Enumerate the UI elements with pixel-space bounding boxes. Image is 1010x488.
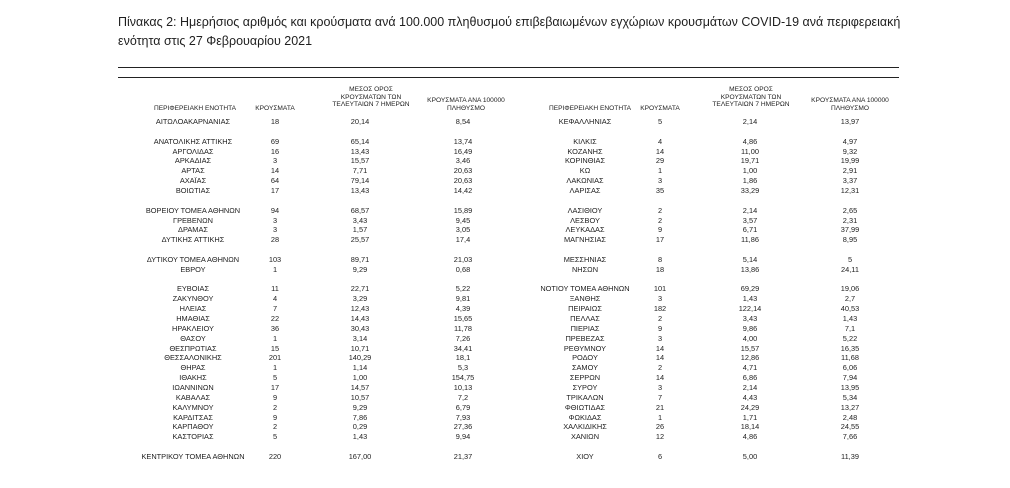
left-row-34-avg: 167,00 [348, 451, 372, 461]
left-row-7-region: ΒΟΙΩΤΙΑΣ [175, 185, 211, 195]
right-row-26-region: ΣΕΡΡΩΝ [569, 373, 601, 383]
left-row-23-per100k: 34,41 [453, 343, 473, 353]
right-row-24-cases: 14 [655, 353, 665, 363]
left-row-30-cases: 9 [272, 412, 278, 422]
right-row-6-avg: 1,86 [742, 176, 758, 186]
right-row-10-region: ΛΕΣΒΟΥ [570, 215, 600, 225]
left-row-5-avg: 7,71 [352, 166, 368, 176]
right-row-23-region: ΡΕΘΥΜΝΟΥ [563, 343, 607, 353]
left-row-2-cases: 69 [270, 136, 280, 146]
right-row-11-cases: 9 [657, 225, 663, 235]
right-row-29-avg: 24,29 [740, 402, 760, 412]
header-region-left: ΠΕΡΙΦΕΡΕΙΑΚΗ ΕΝΟΤΗΤΑ [153, 105, 237, 112]
left-row-18-cases: 4 [272, 294, 278, 304]
left-row-28-avg: 10,57 [350, 392, 370, 402]
right-row-14-avg: 5,14 [742, 254, 758, 264]
right-row-9-region: ΛΑΣΙΘΙΟΥ [567, 205, 603, 215]
left-row-6-region: ΑΧΑΪΑΣ [179, 176, 207, 186]
right-row-20-region: ΠΕΛΛΑΣ [570, 314, 600, 323]
right-row-31-avg: 18,14 [740, 422, 760, 432]
right-row-10-avg: 3,57 [742, 215, 758, 225]
left-row-19-region: ΗΛΕΙΑΣ [179, 304, 207, 314]
right-row-4-cases: 29 [655, 156, 665, 166]
left-row-10-region: ΓΡΕΒΕΝΩΝ [173, 215, 213, 225]
right-row-22-region: ΠΡΕΒΕΖΑΣ [565, 333, 605, 343]
left-row-23-cases: 15 [270, 343, 280, 353]
left-row-2-avg: 65,14 [350, 136, 370, 146]
right-row-25-cases: 2 [657, 363, 663, 373]
left-row-14-avg: 89,71 [350, 254, 370, 264]
right-row-12-region: ΜΑΓΝΗΣΙΑΣ [564, 235, 606, 245]
header-per100k-left: ΚΡΟΥΣΜΑΤΑ ΑΝΑ 100000 ΠΛΗΘΥΣΜΟ [427, 97, 505, 112]
right-row-6-cases: 3 [657, 176, 663, 186]
left-row-3-avg: 13,43 [350, 146, 370, 156]
right-row-32-region: ΧΑΝΙΩΝ [570, 432, 600, 442]
right-row-34-cases: 6 [657, 451, 663, 461]
right-row-12-per100k: 8,95 [842, 235, 858, 245]
right-row-15-region: ΝΗΣΩΝ [571, 264, 599, 274]
right-row-3-per100k: 9,32 [842, 146, 858, 156]
left-row-21-region: ΗΡΑΚΛΕΙΟΥ [172, 323, 214, 333]
right-row-15-per100k: 24,11 [841, 264, 859, 274]
left-row-4-per100k: 3,46 [455, 156, 471, 166]
left-row-2-region: ΑΝΑΤΟΛΙΚΗΣ ΑΤΤΙΚΗΣ [153, 136, 233, 146]
right-row-27-per100k: 13,95 [840, 382, 860, 392]
right-row-31-cases: 26 [655, 422, 665, 432]
right-row-21-per100k: 7,1 [844, 323, 856, 333]
right-row-32-cases: 12 [655, 432, 665, 442]
left-row-31-per100k: 27,36 [453, 422, 473, 432]
left-row-26-avg: 1,00 [352, 373, 368, 383]
left-row-6-avg: 79,14 [350, 176, 370, 186]
left-row-4-avg: 15,57 [350, 156, 370, 166]
right-row-2-avg: 4,86 [742, 136, 758, 146]
left-row-4-region: ΑΡΚΑΔΙΑΣ [174, 156, 212, 166]
left-row-26-region: ΙΘΑΚΗΣ [179, 373, 207, 383]
left-row-17-cases: 11 [271, 284, 279, 294]
right-row-31-region: ΧΑΛΚΙΔΙΚΗΣ [563, 422, 607, 432]
right-row-23-avg: 15,57 [740, 343, 760, 353]
left-row-15-cases: 1 [272, 264, 278, 274]
right-row-21-avg: 9,86 [742, 323, 758, 333]
left-row-11-cases: 3 [272, 225, 278, 235]
right-row-22-cases: 3 [657, 333, 663, 343]
left-row-12-region: ΔΥΤΙΚΗΣ ΑΤΤΙΚΗΣ [161, 235, 225, 245]
right-row-32-avg: 4,86 [742, 432, 758, 442]
left-row-14-per100k: 21,03 [453, 254, 473, 264]
left-row-21-avg: 30,43 [350, 323, 370, 333]
right-row-14-region: ΜΕΣΣΗΝΙΑΣ [563, 254, 607, 264]
right-row-17-per100k: 19,06 [840, 284, 860, 294]
left-row-11-avg: 1,57 [352, 225, 368, 235]
right-row-30-avg: 1,71 [742, 412, 758, 422]
left-row-11-region: ΔΡΑΜΑΣ [178, 225, 208, 235]
left-row-15-per100k: 0,68 [455, 264, 471, 274]
right-row-6-per100k: 3,37 [842, 176, 858, 186]
left-row-25-region: ΘΗΡΑΣ [180, 363, 206, 373]
left-row-27-avg: 14,57 [350, 382, 370, 392]
right-row-7-avg: 33,29 [740, 185, 760, 195]
left-row-3-cases: 16 [270, 146, 280, 156]
left-row-12-avg: 25,57 [350, 235, 370, 245]
left-row-10-avg: 3,43 [352, 215, 368, 225]
right-row-29-cases: 21 [655, 402, 665, 412]
left-row-23-region: ΘΕΣΠΡΩΤΙΑΣ [169, 343, 217, 353]
left-row-34-region: ΚΕΝΤΡΙΚΟΥ ΤΟΜΕΑ ΑΘΗΝΩΝ [141, 451, 245, 461]
left-row-24-avg: 140,29 [348, 353, 372, 363]
right-row-22-avg: 4,00 [742, 333, 758, 343]
right-row-18-region: ΞΑΝΘΗΣ [569, 294, 601, 304]
right-row-29-region: ΦΘΙΩΤΙΔΑΣ [564, 402, 606, 412]
left-row-21-per100k: 11,78 [454, 323, 472, 333]
right-row-23-cases: 14 [655, 343, 665, 353]
right-row-10-per100k: 2,31 [842, 215, 858, 225]
left-row-7-avg: 13,43 [350, 185, 370, 195]
right-row-4-region: ΚΟΡΙΝΘΙΑΣ [564, 156, 606, 166]
left-row-12-cases: 28 [270, 235, 280, 245]
left-row-5-cases: 14 [270, 166, 280, 176]
left-row-5-per100k: 20,63 [453, 166, 473, 176]
left-row-10-per100k: 9,45 [455, 215, 471, 225]
right-row-28-cases: 7 [657, 392, 663, 402]
right-row-17-avg: 69,29 [740, 284, 760, 294]
right-row-0-per100k: 13,97 [840, 117, 860, 126]
left-row-30-avg: 7,86 [352, 412, 368, 422]
right-row-34-avg: 5,00 [742, 451, 758, 461]
left-row-24-region: ΘΕΣΣΑΛΟΝΙΚΗΣ [164, 353, 222, 363]
header-per100k-right: ΚΡΟΥΣΜΑΤΑ ΑΝΑ 100000 ΠΛΗΘΥΣΜΟ [811, 97, 889, 112]
right-row-24-avg: 12,86 [740, 353, 760, 363]
right-row-19-cases: 182 [653, 304, 667, 314]
right-row-18-avg: 1,43 [742, 294, 758, 304]
right-row-3-avg: 11,00 [741, 146, 759, 156]
right-row-14-cases: 8 [657, 254, 663, 264]
left-row-18-avg: 3,29 [352, 294, 368, 304]
header-avg-right: ΜΕΣΟΣ ΟΡΟΣ ΚΡΟΥΣΜΑΤΩΝ ΤΩΝ ΤΕΛΕΥΤΑΙΩΝ 7 ΗΜΕΡΩΝ [712, 86, 790, 109]
left-row-15-region: ΕΒΡΟΥ [180, 264, 206, 274]
left-row-18-per100k: 9,81 [455, 294, 471, 304]
right-row-0-avg: 2,14 [742, 117, 758, 126]
left-row-3-region: ΑΡΓΟΛΙΔΑΣ [172, 146, 214, 156]
left-row-9-per100k: 15,89 [453, 205, 473, 215]
left-row-17-region: ΕΥΒΟΙΑΣ [176, 284, 210, 294]
left-row-28-region: ΚΑΒΑΛΑΣ [175, 392, 211, 402]
right-row-11-per100k: 37,99 [840, 225, 860, 235]
left-row-12-per100k: 17,4 [455, 235, 471, 245]
right-row-22-per100k: 5,22 [842, 333, 858, 343]
left-row-27-region: ΙΩΑΝΝΙΝΩΝ [172, 382, 214, 392]
header-cases-right: ΚΡΟΥΣΜΑΤΑ [640, 105, 680, 112]
right-row-26-per100k: 7,94 [842, 373, 858, 383]
left-row-29-per100k: 6,79 [455, 402, 471, 412]
right-row-12-avg: 11,86 [741, 235, 759, 245]
left-row-27-cases: 17 [270, 382, 280, 392]
right-row-17-region: ΝΟΤΙΟΥ ΤΟΜΕΑ ΑΘΗΝΩΝ [540, 284, 630, 294]
right-row-34-region: ΧΙΟΥ [576, 451, 594, 461]
right-row-25-avg: 4,71 [742, 363, 758, 373]
right-row-17-cases: 101 [653, 284, 667, 294]
right-row-7-region: ΛΑΡΙΣΑΣ [569, 185, 601, 195]
right-row-0-cases: 5 [657, 117, 663, 126]
left-row-32-cases: 5 [272, 432, 278, 442]
header-region-right: ΠΕΡΙΦΕΡΕΙΑΚΗ ΕΝΟΤΗΤΑ [548, 105, 632, 112]
right-row-2-cases: 4 [657, 136, 663, 146]
right-row-2-region: ΚΙΛΚΙΣ [573, 136, 597, 146]
right-row-4-avg: 19,71 [740, 156, 760, 166]
right-row-9-per100k: 2,65 [842, 205, 858, 215]
left-row-4-cases: 3 [272, 156, 278, 166]
right-row-25-per100k: 6,06 [842, 363, 858, 373]
right-row-21-region: ΠΙΕΡΙΑΣ [570, 323, 600, 333]
left-row-32-per100k: 9,94 [455, 432, 471, 442]
left-row-7-per100k: 14,42 [453, 185, 473, 195]
left-row-2-per100k: 13,74 [453, 136, 473, 146]
right-row-3-cases: 14 [655, 146, 665, 156]
right-row-28-avg: 4,43 [742, 392, 758, 402]
right-row-10-cases: 2 [657, 215, 663, 225]
left-row-31-avg: 0,29 [352, 422, 368, 432]
left-row-0-region: ΑΙΤΩΛΟΑΚΑΡΝΑΝΙΑΣ [155, 117, 231, 126]
right-row-11-region: ΛΕΥΚΑΔΑΣ [565, 225, 605, 235]
left-row-20-cases: 22 [270, 314, 280, 323]
left-row-0-per100k: 8,54 [455, 117, 471, 126]
left-row-29-avg: 9,29 [352, 402, 368, 412]
right-row-21-cases: 9 [657, 323, 663, 333]
right-row-4-per100k: 19,99 [840, 156, 860, 166]
right-row-32-per100k: 7,66 [842, 432, 858, 442]
right-row-2-per100k: 4,97 [842, 136, 858, 146]
left-row-19-cases: 7 [272, 304, 278, 314]
right-row-20-per100k: 1,43 [842, 314, 858, 323]
left-row-18-region: ΖΑΚΥΝΘΟΥ [172, 294, 214, 304]
left-row-24-cases: 201 [268, 353, 282, 363]
left-row-5-region: ΑΡΤΑΣ [181, 166, 205, 176]
left-row-32-region: ΚΑΣΤΟΡΙΑΣ [172, 432, 214, 442]
left-row-27-per100k: 10,13 [453, 382, 473, 392]
header-rule [118, 77, 899, 78]
left-row-29-region: ΚΑΛΥΜΝΟΥ [172, 402, 214, 412]
right-row-30-region: ΦΩΚΙΔΑΣ [568, 412, 602, 422]
right-row-31-per100k: 24,55 [840, 422, 860, 432]
right-row-27-cases: 3 [657, 382, 663, 392]
left-row-22-per100k: 7,26 [455, 333, 471, 343]
right-row-19-per100k: 40,53 [840, 304, 860, 314]
header-cases-left: ΚΡΟΥΣΜΑΤΑ [255, 105, 295, 112]
right-row-27-region: ΣΥΡΟΥ [572, 382, 598, 392]
left-row-26-cases: 5 [272, 373, 278, 383]
left-row-17-per100k: 5,22 [455, 284, 471, 294]
right-row-5-cases: 1 [657, 166, 663, 176]
right-row-20-avg: 3,43 [742, 314, 758, 323]
left-row-14-cases: 103 [268, 254, 282, 264]
right-row-15-cases: 18 [655, 264, 665, 274]
right-row-5-avg: 1,00 [742, 166, 758, 176]
right-row-7-cases: 35 [655, 185, 665, 195]
right-row-14-per100k: 5 [847, 254, 853, 264]
right-row-15-avg: 13,86 [740, 264, 760, 274]
left-row-22-region: ΘΑΣΟΥ [180, 333, 206, 343]
left-row-22-avg: 3,14 [352, 333, 368, 343]
left-row-26-per100k: 154,75 [451, 373, 475, 383]
left-row-31-region: ΚΑΡΠΑΘΟΥ [172, 422, 214, 432]
right-row-6-region: ΛΑΚΩΝΙΑΣ [566, 176, 604, 186]
left-row-29-cases: 2 [272, 402, 278, 412]
left-row-20-avg: 14,43 [350, 314, 370, 323]
left-row-34-cases: 220 [268, 451, 282, 461]
right-row-34-per100k: 11,39 [841, 451, 859, 461]
left-row-25-per100k: 5,3 [457, 363, 469, 373]
right-row-9-cases: 2 [657, 205, 663, 215]
left-row-0-avg: 20,14 [350, 117, 370, 126]
left-row-7-cases: 17 [270, 185, 280, 195]
left-row-6-cases: 64 [270, 176, 280, 186]
right-row-28-region: ΤΡΙΚΑΛΩΝ [566, 392, 604, 402]
table-caption: Πίνακας 2: Ημερήσιος αριθμός και κρούσματα ανά 100.000 πληθυσμού επιβεβαιωμένων εγχώριων κρουσμάτων COVID-19 ανά περιφερειακή ενότητα στις 27 Φεβρουαρίου 2021 [118, 15, 901, 48]
right-row-26-cases: 14 [655, 373, 665, 383]
right-row-5-per100k: 2,91 [842, 166, 858, 176]
right-row-18-per100k: 2,7 [844, 294, 856, 304]
left-row-34-per100k: 21,37 [453, 451, 473, 461]
left-row-24-per100k: 18,1 [455, 353, 471, 363]
right-row-25-region: ΣΑΜΟΥ [571, 363, 599, 373]
right-row-9-avg: 2,14 [742, 205, 758, 215]
right-row-27-avg: 2,14 [742, 382, 758, 392]
left-row-22-cases: 1 [272, 333, 278, 343]
left-row-19-avg: 12,43 [350, 304, 370, 314]
right-row-30-per100k: 2,48 [842, 412, 858, 422]
right-row-28-per100k: 5,34 [842, 392, 858, 402]
left-row-20-region: ΗΜΑΘΙΑΣ [176, 314, 210, 323]
right-row-11-avg: 6,71 [742, 225, 758, 235]
right-row-19-region: ΠΕΙΡΑΙΩΣ [568, 304, 602, 314]
left-row-11-per100k: 3,05 [455, 225, 471, 235]
header-avg-left: ΜΕΣΟΣ ΟΡΟΣ ΚΡΟΥΣΜΑΤΩΝ ΤΩΝ ΤΕΛΕΥΤΑΙΩΝ 7 ΗΜΕΡΩΝ [332, 86, 410, 109]
right-row-5-region: ΚΩ [579, 166, 591, 176]
right-row-12-cases: 17 [655, 235, 665, 245]
left-row-0-cases: 18 [270, 117, 280, 126]
left-row-17-avg: 22,71 [350, 284, 370, 294]
left-row-32-avg: 1,43 [352, 432, 368, 442]
left-row-30-per100k: 7,93 [455, 412, 471, 422]
left-row-19-per100k: 4,39 [455, 304, 471, 314]
left-row-23-avg: 10,71 [350, 343, 370, 353]
left-row-31-cases: 2 [272, 422, 278, 432]
left-row-6-per100k: 20,63 [453, 176, 473, 186]
right-row-3-region: ΚΟΖΑΝΗΣ [567, 146, 603, 156]
right-row-30-cases: 1 [657, 412, 663, 422]
left-row-15-avg: 9,29 [352, 264, 368, 274]
left-row-21-cases: 36 [270, 323, 280, 333]
left-row-9-cases: 94 [270, 205, 280, 215]
right-row-29-per100k: 13,27 [840, 402, 860, 412]
left-row-10-cases: 3 [272, 215, 278, 225]
left-row-25-avg: 1,14 [352, 363, 368, 373]
right-row-7-per100k: 12,31 [840, 185, 860, 195]
right-row-0-region: ΚΕΦΑΛΛΗΝΙΑΣ [558, 117, 612, 126]
left-row-28-cases: 9 [272, 392, 278, 402]
left-row-30-region: ΚΑΡΔΙΤΣΑΣ [173, 412, 213, 422]
right-row-20-cases: 2 [657, 314, 663, 323]
right-row-24-per100k: 11,68 [841, 353, 859, 363]
right-row-24-region: ΡΟΔΟΥ [572, 353, 598, 363]
right-row-23-per100k: 16,35 [840, 343, 860, 353]
left-row-9-region: ΒΟΡΕΙΟΥ ΤΟΜΕΑ ΑΘΗΝΩΝ [145, 205, 241, 215]
left-row-28-per100k: 7,2 [457, 392, 469, 402]
left-row-3-per100k: 16,49 [453, 146, 473, 156]
right-row-26-avg: 6,86 [742, 373, 758, 383]
left-row-9-avg: 68,57 [350, 205, 370, 215]
right-row-18-cases: 3 [657, 294, 663, 304]
right-row-19-avg: 122,14 [738, 304, 762, 314]
left-row-20-per100k: 15,65 [453, 314, 473, 323]
left-row-14-region: ΔΥΤΙΚΟΥ ΤΟΜΕΑ ΑΘΗΝΩΝ [146, 254, 240, 264]
top-rule [118, 67, 899, 68]
left-row-25-cases: 1 [272, 363, 278, 373]
